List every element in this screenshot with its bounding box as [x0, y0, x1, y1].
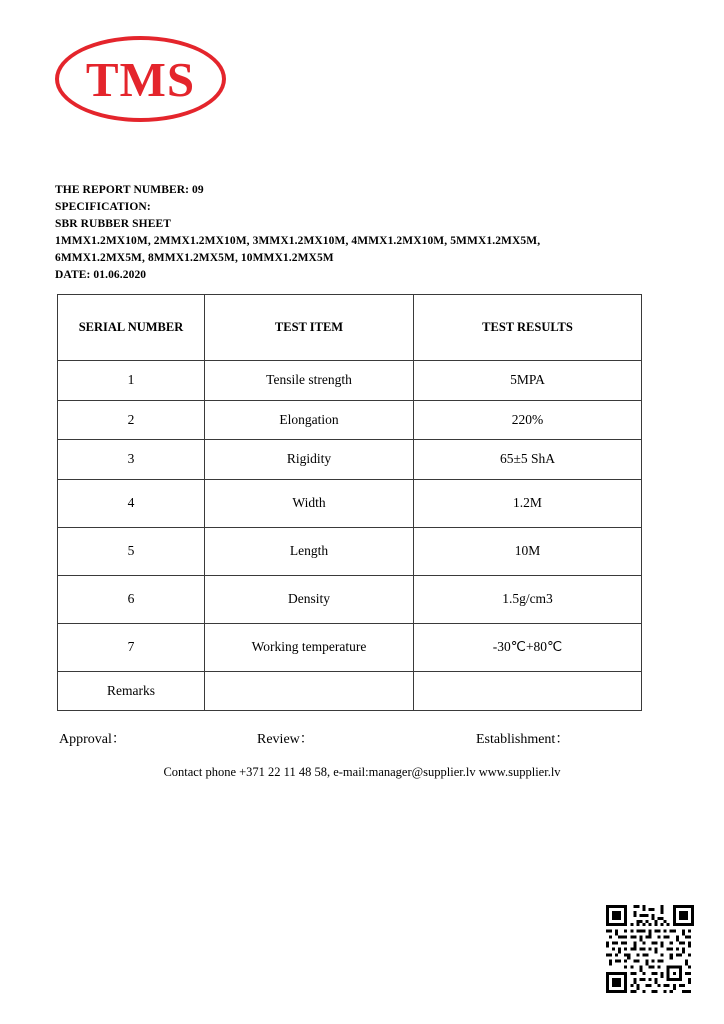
cell-item: Density: [205, 575, 414, 623]
table-row: [58, 527, 642, 575]
cell-serial: 4: [58, 479, 205, 527]
cell-result: 1.5g/cm3: [414, 575, 642, 623]
cell-result: 1.2M: [414, 479, 642, 527]
report-number-line: THE REPORT NUMBER: 09: [55, 184, 204, 196]
cell-serial: 2: [58, 400, 205, 440]
sizes-line-1: 1MMX1.2MX10M, 2MMX1.2MX10M, 3MMX1.2MX10M, 4MMX1.2MX10M, 5MMX1.2MX5M,: [55, 235, 541, 247]
test-results-table: [57, 294, 642, 711]
review-label: Review：: [257, 732, 314, 747]
cell-item: Width: [205, 479, 414, 527]
cell-item: Working temperature: [205, 623, 414, 671]
table-row-remarks: [58, 671, 642, 711]
table-row: [58, 575, 642, 623]
sizes-line-2: 6MMX1.2MX5M, 8MMX1.2MX5M, 10MMX1.2MX5M: [55, 252, 334, 264]
cell-item: Elongation: [205, 400, 414, 440]
report-header: [55, 182, 655, 284]
column-header-test-results: TEST RESULTS: [414, 295, 642, 361]
cell-item: Tensile strength: [205, 361, 414, 401]
approval-label: Approval：: [59, 732, 126, 747]
cell-remarks-item: [205, 671, 414, 711]
table-row: [58, 400, 642, 440]
cell-item: Length: [205, 527, 414, 575]
cell-serial: 3: [58, 440, 205, 480]
column-header-serial-number: SERIAL NUMBER: [58, 295, 205, 361]
logo-text: TMS: [85, 51, 196, 107]
product-name: SBR RUBBER SHEET: [55, 218, 171, 230]
cell-result: 10M: [414, 527, 642, 575]
cell-result: 5MPA: [414, 361, 642, 401]
contact-footer: Contact phone +371 22 11 48 58, e-mail:manager@supplier.lv www.supplier.lv: [163, 765, 561, 779]
cell-remarks-label: Remarks: [58, 671, 205, 711]
cell-serial: 6: [58, 575, 205, 623]
cell-remarks-result: [414, 671, 642, 711]
company-logo: [55, 36, 230, 126]
column-header-test-item: TEST ITEM: [205, 295, 414, 361]
table-row: [58, 361, 642, 401]
date-line: DATE: 01.06.2020: [55, 269, 147, 281]
cell-serial: 7: [58, 623, 205, 671]
table-row: [58, 623, 642, 671]
cell-result: 220%: [414, 400, 642, 440]
table-row: [58, 440, 642, 480]
cell-result: 65±5 ShA: [414, 440, 642, 480]
specification-label: SPECIFICATION:: [55, 201, 151, 213]
establishment-label: Establishment：: [476, 732, 570, 747]
cell-item: Rigidity: [205, 440, 414, 480]
cell-serial: 1: [58, 361, 205, 401]
qr-code: [606, 905, 694, 993]
cell-result: -30℃+80℃: [414, 623, 642, 671]
table-header-row: [58, 295, 642, 361]
table-row: [58, 479, 642, 527]
cell-serial: 5: [58, 527, 205, 575]
